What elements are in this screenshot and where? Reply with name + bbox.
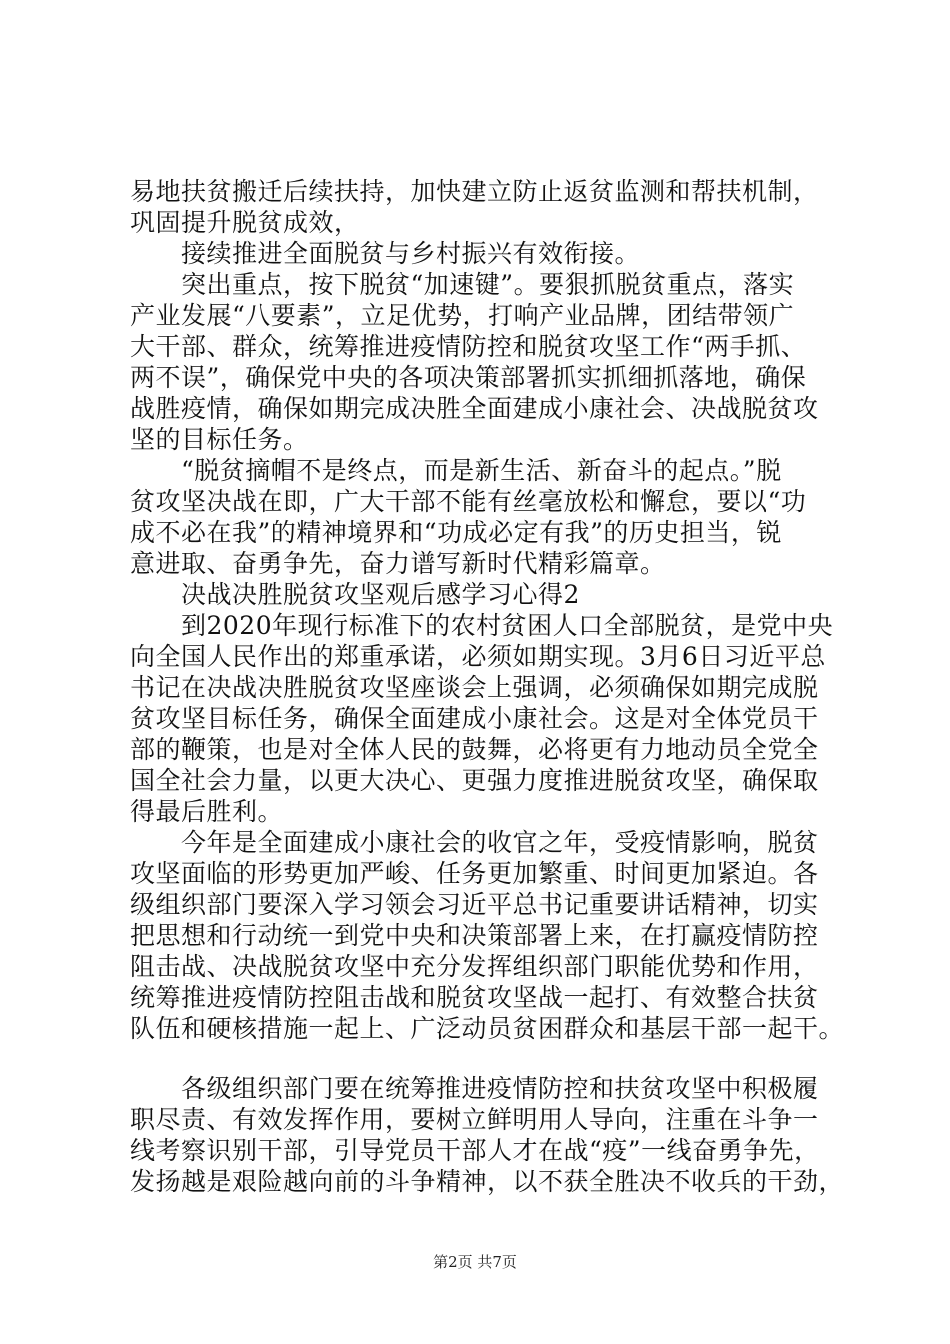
text-line: 队伍和硬核措施一起上、广泛动员贫困群众和基层干部一起干。 — [130, 1014, 845, 1043]
text-line: 成不必在我”的精神境界和“功成必定有我”的历史担当，锐 — [130, 518, 782, 547]
text-line: 向全国人民作出的郑重承诺，必须如期实现。3月6日习近平总 — [130, 642, 826, 671]
text-line: 职尽责、有效发挥作用，要树立鲜明用人导向，注重在斗争一 — [130, 1105, 819, 1134]
text-line: 部的鞭策，也是对全体人民的鼓舞，必将更有力地动员全党全 — [130, 735, 819, 764]
text-line: 得最后胜利。 — [130, 797, 284, 826]
text-line: 接续推进全面脱贫与乡村振兴有效衔接。 — [130, 239, 641, 268]
document-body — [130, 176, 845, 1197]
text-line: 两不误”，确保党中央的各项决策部署抓实抓细抓落地，确保 — [130, 363, 807, 392]
text-line: 攻坚面临的形势更加严峻、任务更加繁重、时间更加紧迫。各 — [130, 859, 819, 888]
page-footer — [0, 1251, 950, 1272]
text-line: 阻击战、决战脱贫攻坚中充分发挥组织部门职能优势和作用， — [130, 952, 819, 981]
text-line: 把思想和行动统一到党中央和决策部署上来，在打赢疫情防控 — [130, 921, 819, 950]
text-line: 坚的目标任务。 — [130, 425, 309, 454]
text-line: 大干部、群众，统筹推进疫情防控和脱贫攻坚工作“两手抓、 — [130, 332, 807, 361]
text-line: “脱贫摘帽不是终点，而是新生活、新奋斗的起点。”脱 — [130, 456, 782, 485]
text-line: 贫攻坚目标任务，确保全面建成小康社会。这是对全体党员干 — [130, 704, 819, 733]
text-line: 级组织部门要深入学习领会习近平总书记重要讲话精神，切实 — [130, 890, 819, 919]
text-line: 到2020年现行标准下的农村贫困人口全部脱贫，是党中央 — [130, 611, 834, 640]
text-line: 发扬越是艰险越向前的斗争精神，以不获全胜决不收兵的干劲， — [130, 1167, 845, 1196]
text-line: 线考察识别干部，引导党员干部人才在战“疫”一线奋勇争先， — [130, 1136, 820, 1165]
text-line: 战胜疫情，确保如期完成决胜全面建成小康社会、决战脱贫攻 — [130, 394, 819, 423]
text-line: 易地扶贫搬迁后续扶持，加快建立防止返贫监测和帮扶机制， — [130, 177, 819, 206]
text-line: 突出重点，按下脱贫“加速键”。要狠抓脱贫重点，落实 — [130, 270, 795, 299]
text-line: 巩固提升脱贫成效， — [130, 208, 360, 237]
page-number: 第2页 共7页 — [433, 1253, 517, 1271]
paragraph-gap — [130, 1044, 830, 1073]
text-line: 各级组织部门要在统筹推进疫情防控和扶贫攻坚中积极履 — [130, 1074, 819, 1103]
section-heading: 决战决胜脱贫攻坚观后感学习心得2 — [130, 580, 580, 609]
text-line: 产业发展“八要素”，立足优势，打响产业品牌，团结带领广 — [130, 301, 795, 330]
text-line: 意进取、奋勇争先，奋力谱写新时代精彩篇章。 — [130, 549, 666, 578]
text-line: 统筹推进疫情防控阻击战和脱贫攻坚战一起打、有效整合扶贫 — [130, 983, 819, 1012]
text-line: 国全社会力量，以更大决心、更强力度推进脱贫攻坚，确保取 — [130, 766, 819, 795]
text-line: 贫攻坚决战在即，广大干部不能有丝毫放松和懈怠，要以“功 — [130, 487, 807, 516]
text-line: 今年是全面建成小康社会的收官之年，受疫情影响，脱贫 — [130, 828, 819, 857]
text-line: 书记在决战决胜脱贫攻坚座谈会上强调，必须确保如期完成脱 — [130, 673, 819, 702]
